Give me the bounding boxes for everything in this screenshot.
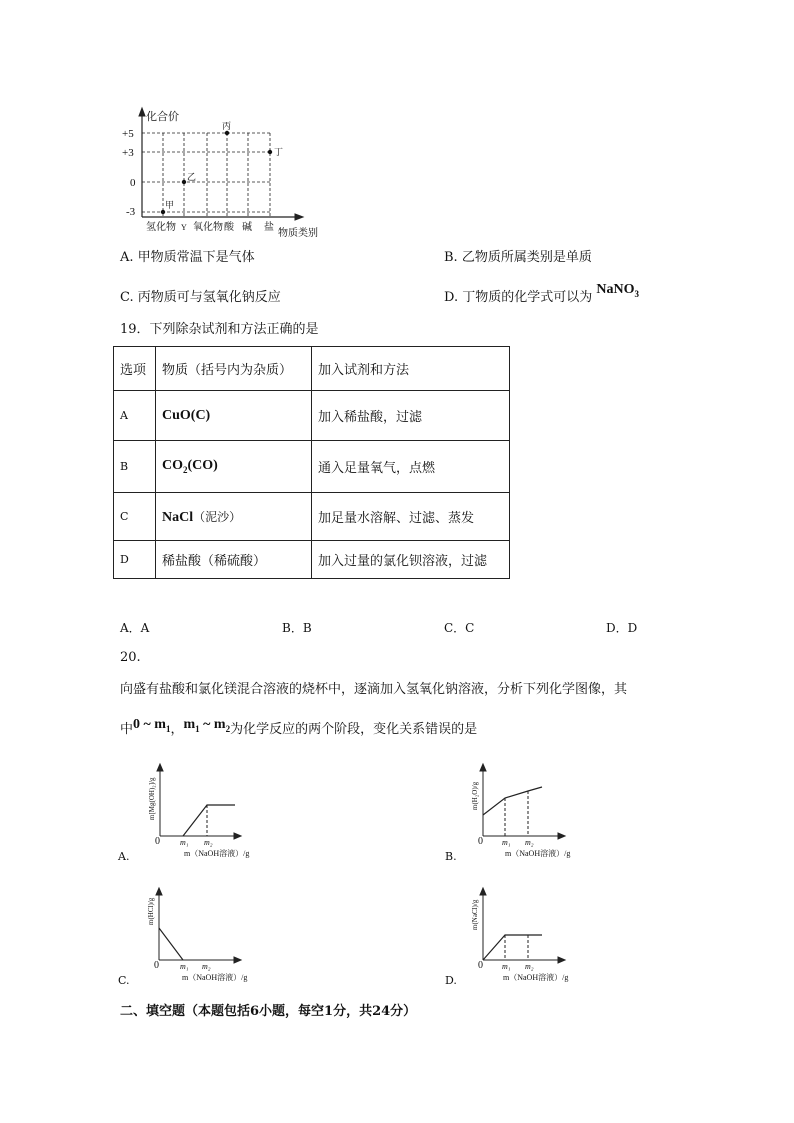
svg-text:化合价: 化合价 [146, 111, 179, 123]
svg-text:丁: 丁 [274, 147, 284, 157]
row-method: 加入过量的氯化钡溶液，过滤 [312, 541, 510, 579]
section-2-heading: 二、填空题（本题包括6小题，每空1分，共24分） [120, 1004, 417, 1019]
svg-text:m₁: m₁ [180, 838, 189, 847]
q19-answer-d: D．D [606, 621, 638, 635]
svg-text:乙: 乙 [187, 172, 197, 182]
svg-text:m(NaCl)/g: m(NaCl)/g [471, 899, 479, 930]
row-substance: 稀盐酸（稀硫酸） [156, 541, 312, 579]
graph-b [471, 764, 570, 858]
q20-number: 20. [120, 650, 141, 665]
table-row [114, 493, 510, 541]
table-header-row [114, 347, 510, 391]
svg-text:m₁: m₁ [502, 962, 511, 971]
q19-table [113, 346, 510, 579]
svg-text:氧化物: 氧化物 [193, 222, 223, 233]
valence-chart [122, 108, 318, 239]
row-substance: CuO(C) [156, 391, 312, 441]
row-substance: $CO_2(CO)$ [156, 441, 312, 493]
svg-text:丙: 丙 [222, 121, 232, 131]
svg-text:甲: 甲 [165, 200, 175, 210]
q18-option-c: C. 丙物质可与氢氧化钠反应 [120, 290, 281, 305]
table-row [114, 391, 510, 441]
row-method: 通入足量氧气，点燃 [312, 441, 510, 493]
header-substance: 物质（括号内为杂质） [156, 347, 312, 391]
row-option: D [114, 541, 156, 579]
q20-stem-line1: 向盛有盐酸和氯化镁混合溶液的烧杯中，逐滴加入氢氧化钠溶液，分析下列化学图像，其 [120, 682, 628, 697]
svg-text:m(H₂O)/g: m(H₂O)/g [471, 781, 479, 810]
svg-text:盐: 盐 [264, 222, 274, 233]
q18-option-d [444, 282, 639, 310]
svg-text:0: 0 [155, 836, 160, 847]
svg-text:酸: 酸 [224, 222, 234, 233]
q20-option-c: C. [118, 974, 130, 987]
svg-text:0: 0 [478, 960, 483, 971]
q19-answer-c: C．C [444, 621, 475, 635]
svg-text:Y: Y [181, 223, 187, 232]
svg-text:0: 0 [154, 960, 159, 971]
svg-text:m（NaOH溶液）/g: m（NaOH溶液）/g [503, 973, 569, 982]
q20-option-b: B. [445, 850, 457, 863]
q19-stem: 19．下列除杂试剂和方法正确的是 [120, 322, 319, 337]
svg-text:m₂: m₂ [202, 962, 211, 971]
q20-option-a: A. [118, 850, 130, 863]
range-0-m1: 0 ~ $m_1$ [133, 717, 171, 734]
svg-text:m（NaOH溶液）/g: m（NaOH溶液）/g [184, 849, 250, 858]
svg-text:氢化物: 氢化物 [146, 222, 176, 233]
row-method: 加入稀盐酸，过滤 [312, 391, 510, 441]
svg-text:0: 0 [130, 177, 136, 189]
q19-answer-b: B．B [282, 621, 312, 635]
svg-text:+5: +5 [122, 128, 134, 140]
row-substance: NaCl（泥沙） [156, 493, 312, 541]
q19-answer-a: A．A [120, 621, 150, 635]
table-row [114, 541, 510, 579]
table-row [114, 441, 510, 493]
q18-option-d-text: D. 丁物质的化学式可以为 [444, 290, 593, 305]
header-option: 选项 [114, 347, 156, 391]
q20-option-d: D. [445, 974, 457, 987]
svg-text:m₂: m₂ [525, 962, 534, 971]
svg-text:m₂: m₂ [525, 838, 534, 847]
svg-text:m[Mg(OH)₂]/g: m[Mg(OH)₂]/g [148, 777, 156, 820]
point-bing [225, 131, 229, 135]
svg-text:m（NaOH溶液）/g: m（NaOH溶液）/g [505, 849, 571, 858]
formula-nano3: NaNO$_3$ [596, 282, 639, 299]
graph-c [147, 888, 247, 982]
svg-text:m₁: m₁ [180, 962, 189, 971]
graph-d [471, 888, 568, 982]
point-ding [268, 150, 272, 154]
point-yi [182, 180, 186, 184]
graph-a [148, 764, 249, 858]
q18-option-a: A. 甲物质常温下是气体 [120, 250, 255, 265]
svg-text:碱: 碱 [242, 222, 252, 233]
svg-text:m₁: m₁ [502, 838, 511, 847]
svg-text:-3: -3 [126, 206, 136, 218]
svg-text:m(HCl)/g: m(HCl)/g [147, 897, 155, 925]
svg-text:0: 0 [478, 836, 483, 847]
row-option: C [114, 493, 156, 541]
range-m1-m2: $m_1$ ~ $m_2$ [183, 717, 231, 734]
svg-text:+3: +3 [122, 147, 134, 159]
row-option: A [114, 391, 156, 441]
svg-text:m（NaOH溶液）/g: m（NaOH溶液）/g [182, 973, 248, 982]
header-method: 加入试剂和方法 [312, 347, 510, 391]
svg-text:m₂: m₂ [204, 838, 213, 847]
q18-option-b: B. 乙物质所属类别是单质 [444, 250, 592, 265]
svg-text:物质类别: 物质类别 [278, 228, 318, 239]
point-jia [161, 210, 165, 214]
row-option: B [114, 441, 156, 493]
row-method: 加足量水溶解、过滤、蒸发 [312, 493, 510, 541]
q20-stem-line2: 中0 ~ $m_1$，$m_1$ ~ $m_2$为化学反应的两个阶段，变化关系错误的是 [120, 717, 478, 737]
